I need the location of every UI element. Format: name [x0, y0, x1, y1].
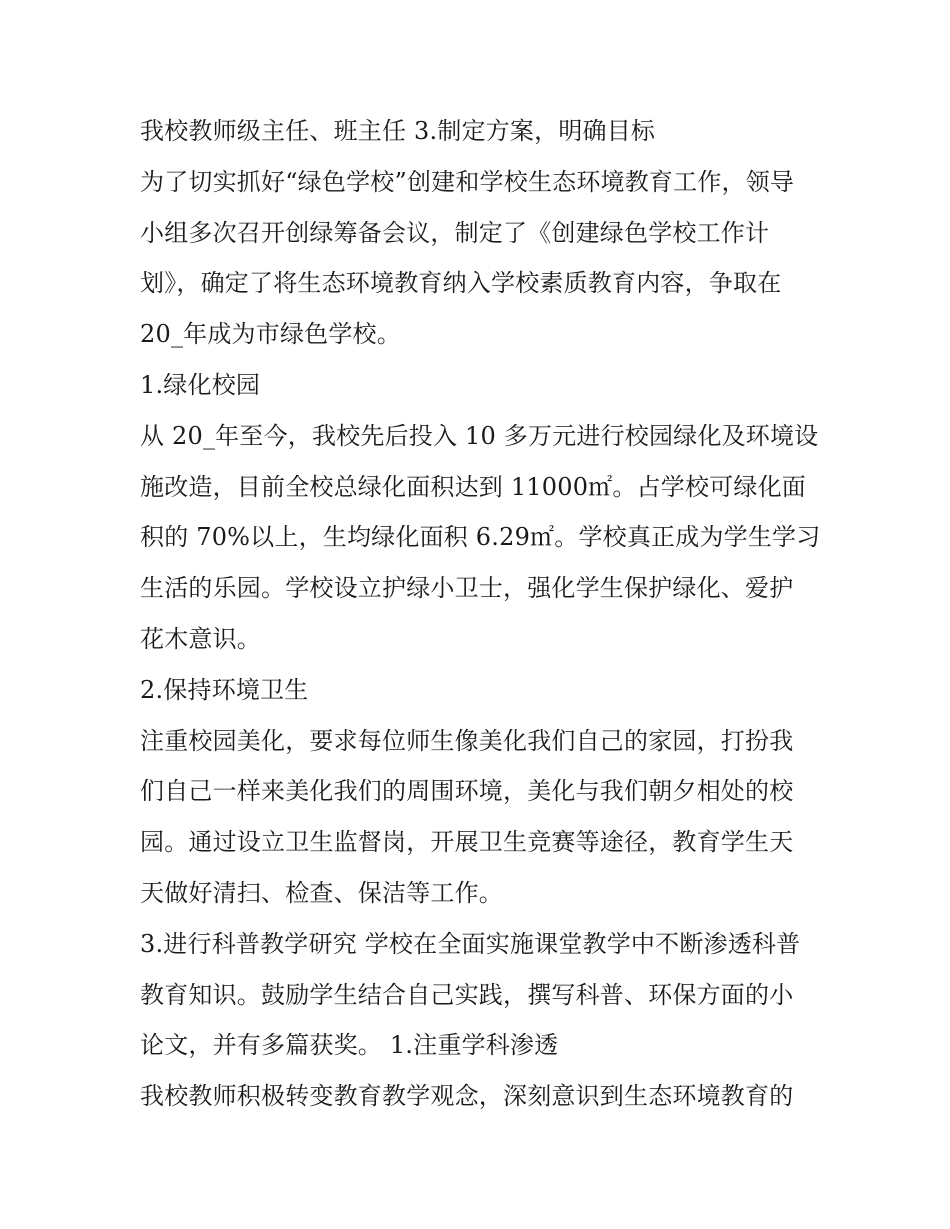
text-line-9: 积的 70%以上，生均绿化面积 6.29㎡。学校真正成为学生学习 — [140, 523, 821, 552]
text-line-11: 花木意识。 — [140, 624, 261, 653]
text-line-15: 园。通过设立卫生监督岗，开展卫生竞赛等途径，教育学生天 — [140, 828, 794, 857]
text-line-1: 我校教师级主任、班主任 3.制定方案，明确目标 — [140, 117, 656, 145]
text-line-20: 我校教师积极转变教育教学观念，深刻意识到生态环境教育的 — [140, 1082, 794, 1111]
document-page — [140, 106, 820, 1122]
text-line-3: 小组多次召开创绿筹备会议，制定了《创建绿色学校工作计 — [140, 218, 770, 247]
text-line-18: 教育知识。鼓励学生结合自己实践，撰写科普、环保方面的小 — [140, 980, 794, 1009]
text-line-8: 施改造，目前全校总绿化面积达到 11000㎡。占学校可绿化面 — [140, 472, 806, 501]
section-heading-hygiene: 2.保持环境卫生 — [140, 675, 309, 704]
text-line-4: 划》，确定了将生态环境教育纳入学校素质教育内容，争取在 — [140, 269, 782, 298]
section-heading-greening: 1.绿化校园 — [140, 370, 261, 399]
text-line-5: 20_年成为市绿色学校。 — [140, 320, 401, 349]
text-line-2: 为了切实抓好“绿色学校”创建和学校生态环境教育工作，领导 — [140, 167, 795, 196]
text-line-19: 论文，并有多篇获奖。 1.注重学科渗透 — [140, 1031, 559, 1060]
text-line-16: 天做好清扫、检查、保洁等工作。 — [140, 878, 503, 907]
text-line-13: 注重校园美化，要求每位师生像美化我们自己的家园，打扮我 — [140, 726, 794, 755]
text-line-10: 生活的乐园。学校设立护绿小卫士，强化学生保护绿化、爱护 — [140, 574, 794, 603]
text-line-7: 从 20_年至今，我校先后投入 10 多万元进行校园绿化及环境设 — [140, 421, 819, 450]
section-heading-science: 3.进行科普教学研究 学校在全面实施课堂教学中不断渗透科普 — [140, 929, 801, 958]
text-line-14: 们自己一样来美化我们的周围环境，美化与我们朝夕相处的校 — [140, 777, 794, 806]
